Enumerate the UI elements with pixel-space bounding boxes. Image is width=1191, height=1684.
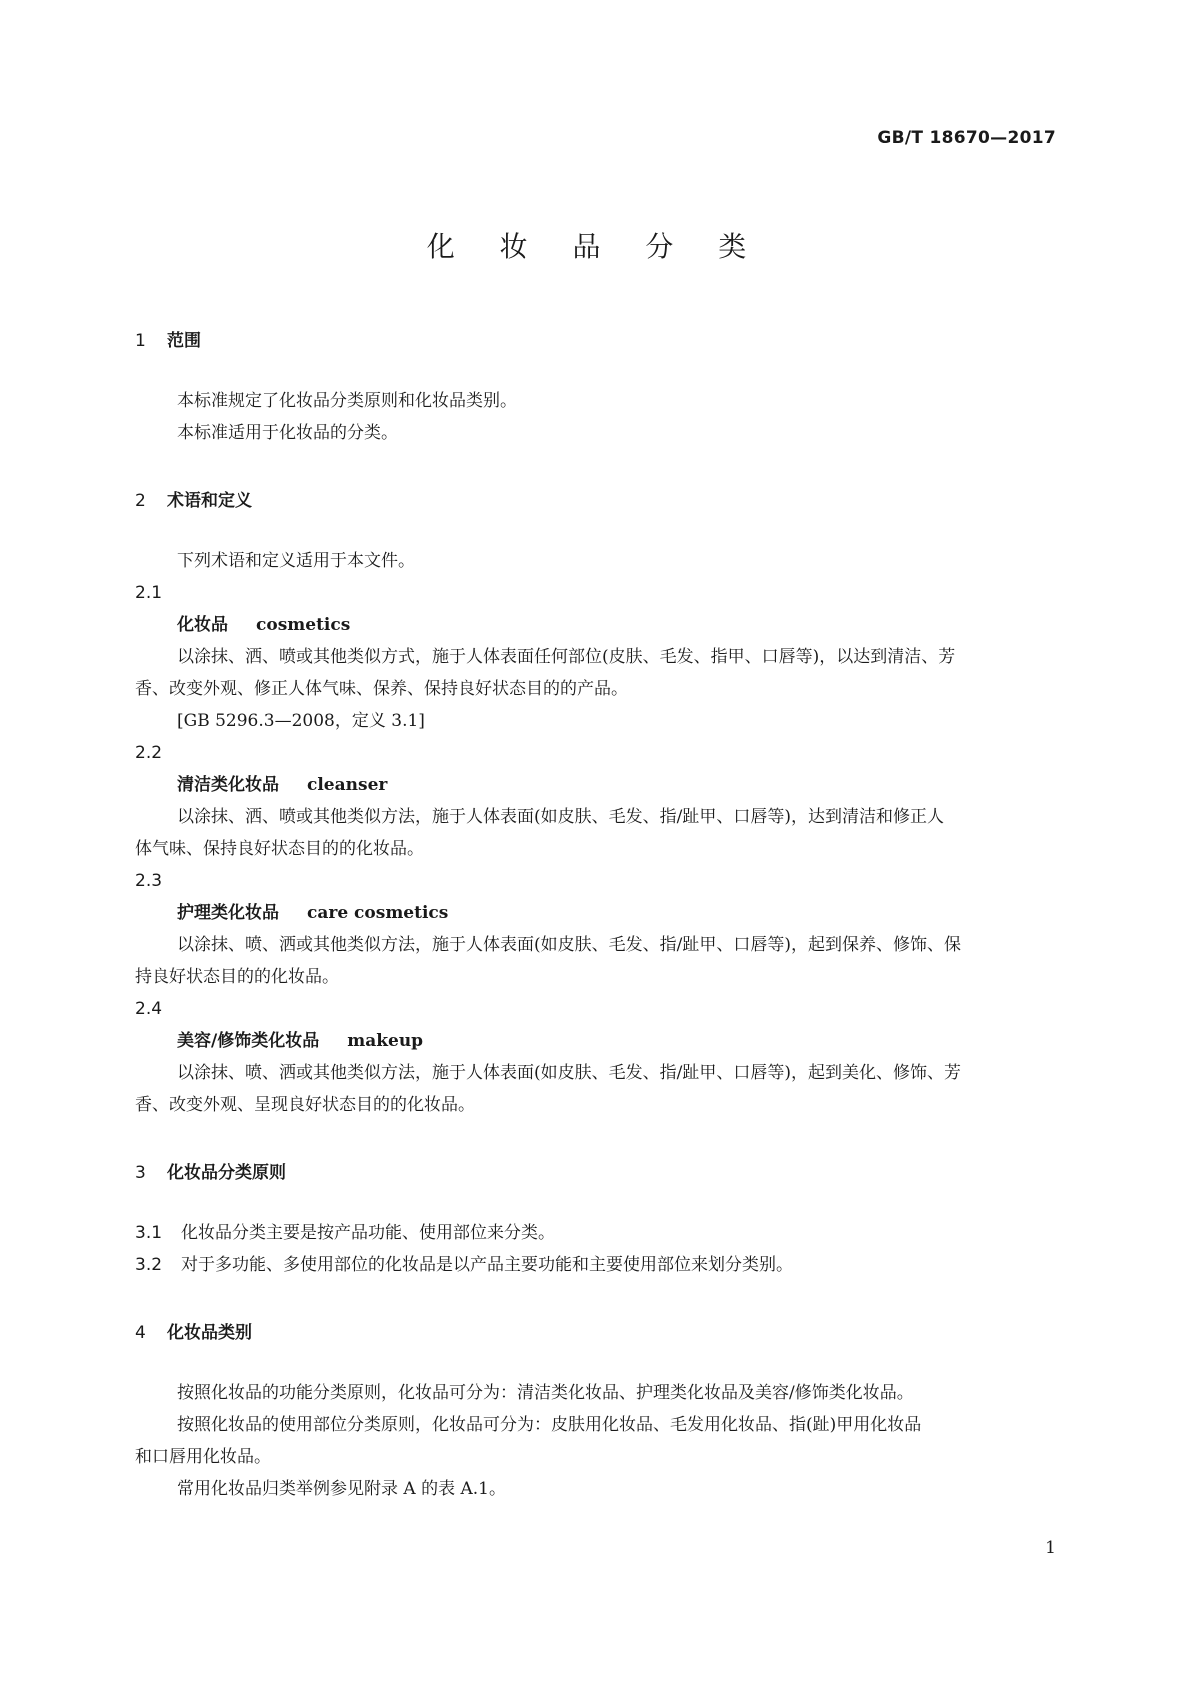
section-1-heading [135, 325, 1055, 357]
term-en: makeup [347, 1031, 424, 1051]
term-en: cosmetics [256, 615, 351, 635]
definition-line: 以涂抹、洒、喷或其他类似方式，施于人体表面任何部位(皮肤、毛发、指甲、口唇等)，以达到清洁、芳 [177, 647, 956, 667]
term-source: [GB 5296.3—2008，定义 3.1] [177, 711, 425, 731]
section-number: 2 [135, 491, 146, 511]
paragraph: 本标准适用于化妆品的分类。 [177, 423, 398, 443]
clause-3-1 [135, 1217, 1055, 1249]
paragraph: 下列术语和定义适用于本文件。 [177, 551, 415, 571]
clause-number: 3.1 [135, 1223, 163, 1243]
definition-line: 持良好状态目的的化妆品。 [135, 967, 339, 987]
definition-line: 香、改变外观、呈现良好状态目的的化妆品。 [135, 1095, 475, 1115]
section-number: 4 [135, 1323, 146, 1343]
section-title: 化妆品分类原则 [167, 1163, 286, 1183]
term-cn: 清洁类化妆品 [177, 775, 279, 795]
term-number: 2.1 [135, 583, 163, 603]
clause-number: 3.2 [135, 1255, 163, 1275]
document-title: 化 妆 品 分 类 [426, 230, 765, 263]
section-number: 3 [135, 1163, 146, 1183]
paragraph-continuation: 和口唇用化妆品。 [135, 1447, 271, 1467]
paragraph: 按照化妆品的使用部位分类原则，化妆品可分为：皮肤用化妆品、毛发用化妆品、指(趾)甲用化妆品 [177, 1415, 922, 1435]
term-en: care cosmetics [307, 903, 449, 923]
page-number: 1 [1045, 1538, 1056, 1558]
term-number: 2.3 [135, 871, 163, 891]
term-en: cleanser [307, 775, 388, 795]
definition-line: 体气味、保持良好状态目的的化妆品。 [135, 839, 424, 859]
document-body [135, 325, 1055, 1505]
section-4-heading [135, 1317, 1055, 1349]
section-title: 范围 [167, 331, 201, 351]
clause-text: 化妆品分类主要是按产品功能、使用部位来分类。 [181, 1223, 555, 1243]
term-number: 2.2 [135, 743, 163, 763]
term-cn: 化妆品 [177, 615, 228, 635]
definition-line: 香、改变外观、修正人体气味、保养、保持良好状态目的的产品。 [135, 679, 628, 699]
paragraph: 常用化妆品归类举例参见附录 A 的表 A.1。 [177, 1479, 506, 1499]
term-cn: 美容/修饰类化妆品 [177, 1031, 320, 1051]
definition-line: 以涂抹、喷、洒或其他类似方法，施于人体表面(如皮肤、毛发、指/趾甲、口唇等)，起到美化、修饰、芳 [177, 1063, 961, 1083]
definition-line: 以涂抹、洒、喷或其他类似方法，施于人体表面(如皮肤、毛发、指/趾甲、口唇等)，达到清洁和修正人 [177, 807, 944, 827]
standard-code: GB/T 18670—2017 [877, 128, 1056, 148]
section-title: 化妆品类别 [167, 1323, 252, 1343]
term-heading [135, 897, 1055, 929]
term-heading [135, 609, 1055, 641]
term-heading [135, 1025, 1055, 1057]
section-3-heading [135, 1157, 1055, 1189]
term-number: 2.4 [135, 999, 163, 1019]
clause-text: 对于多功能、多使用部位的化妆品是以产品主要功能和主要使用部位来划分类别。 [181, 1255, 793, 1275]
definition-line: 以涂抹、喷、洒或其他类似方法，施于人体表面(如皮肤、毛发、指/趾甲、口唇等)，起到保养、修饰、保 [177, 935, 961, 955]
paragraph: 本标准规定了化妆品分类原则和化妆品类别。 [177, 391, 517, 411]
term-cn: 护理类化妆品 [177, 903, 279, 923]
section-2-heading [135, 485, 1055, 517]
term-heading [135, 769, 1055, 801]
paragraph: 按照化妆品的功能分类原则，化妆品可分为：清洁类化妆品、护理类化妆品及美容/修饰类化妆品。 [177, 1383, 914, 1403]
clause-3-2 [135, 1249, 1055, 1281]
section-number: 1 [135, 331, 146, 351]
section-title: 术语和定义 [167, 491, 252, 511]
